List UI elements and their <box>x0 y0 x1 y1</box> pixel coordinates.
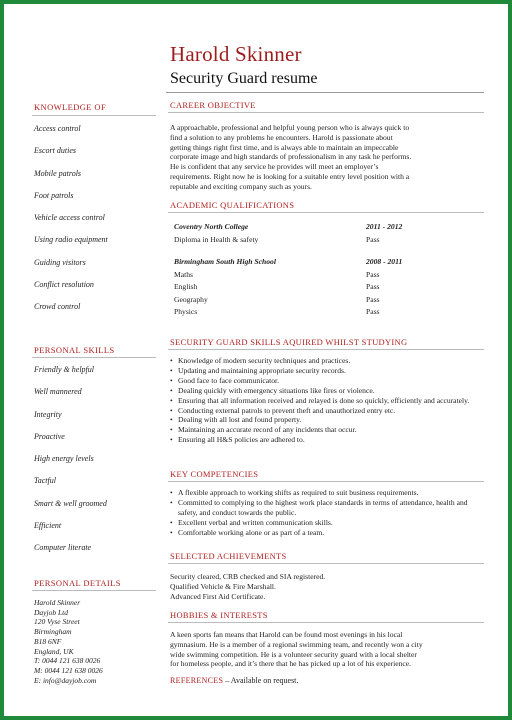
competency-item: • Committed to complying to the highest work place standards in terms of attendance, health and safety, and conduct towards the public. <box>170 498 470 518</box>
skills-divider <box>32 357 156 358</box>
knowledge-item: Vehicle access control <box>34 213 105 223</box>
subject-name: Diploma in Health & safety <box>174 234 259 244</box>
knowledge-item: Conflict resolution <box>34 280 94 290</box>
objective-text <box>170 123 470 192</box>
skill-item: Computer literate <box>34 543 92 553</box>
skill-item: Friendly & helpful <box>34 365 94 374</box>
school-years: 2011 - 2012 <box>366 222 403 231</box>
qualifications-table <box>174 222 414 320</box>
skill-acquired-item: • Updating and maintaining appropriate security records. <box>170 366 470 376</box>
objective-line: reputable and exciting company such as yours. <box>170 181 312 191</box>
skill-acquired-item: • Knowledge of modern security techniques and practices. <box>170 356 470 366</box>
objective-line: He is confident that any service he provides will meet an employer’s <box>170 162 379 172</box>
details-divider <box>32 590 156 591</box>
achievements-text <box>170 572 470 601</box>
knowledge-item: Using radio equipment <box>34 235 108 245</box>
hobby-line: gymnasium. He is a member of a regional swimming team, and recently won a city <box>170 639 423 649</box>
skills-acquired-list <box>170 356 470 445</box>
objective-line: A approachable, professional and helpful young person who is always quick to <box>170 123 410 132</box>
skill-acquired-item: • Ensuring that all information received and relayed is done so quickly, efficiently and accurately. <box>170 396 470 406</box>
skill-item: Tactful <box>34 476 56 486</box>
skill-item: Smart & well groomed <box>34 498 107 508</box>
subject-result: Pass <box>366 269 380 279</box>
hobbies-text <box>170 630 480 669</box>
details-heading: PERSONAL DETAILS <box>34 578 121 588</box>
objective-line: getting things right first time, and is always able to maintain an impeccable <box>170 142 399 152</box>
knowledge-heading: KNOWLEDGE OF <box>34 102 107 112</box>
competencies-heading: KEY COMPETENCIES <box>170 469 259 479</box>
academic-heading: ACADEMIC QUALIFICATIONS <box>170 200 295 210</box>
subject-name: English <box>174 282 198 291</box>
competency-item: • Comfortable working alone or as part of a team. <box>170 528 470 538</box>
title-divider <box>166 92 484 93</box>
knowledge-divider <box>32 115 156 116</box>
detail-line: T: 0044 121 638 0026 <box>34 656 101 666</box>
detail-line: Dayjob Ltd <box>34 607 68 617</box>
achievements-heading: SELECTED ACHIEVEMENTS <box>170 551 287 561</box>
detail-line: 120 Vyse Street <box>34 617 80 627</box>
achievement-line: Security cleared, CRB checked and SIA registered. <box>170 572 326 581</box>
school-years: 2008 - 2011 <box>366 257 403 266</box>
competencies-list <box>170 488 470 538</box>
skill-acquired-item: • Good face to face communicator. <box>170 376 470 386</box>
school-row <box>174 257 414 270</box>
knowledge-item: Guiding visitors <box>34 257 86 267</box>
achievement-line: Advanced First Aid Certificate. <box>170 591 266 601</box>
hobby-line: wide swimming competition. He is a volunteer security guard with a local shelter <box>170 649 417 659</box>
hobby-line: for homeless people, and it’s there that he has picked up a lot of his experience. <box>170 659 412 669</box>
subject-name: Physics <box>174 307 198 316</box>
references-heading: REFERENCES <box>170 676 224 685</box>
subject-row <box>174 282 414 295</box>
subject-result: Pass <box>366 282 380 291</box>
skill-item: High energy levels <box>34 454 94 464</box>
objective-line: requirements. Right now he is looking for a suitable entry level position with a <box>170 171 410 181</box>
school-row <box>174 222 414 235</box>
subject-row <box>174 270 414 283</box>
knowledge-item: Foot patrols <box>34 190 74 200</box>
skill-item: Well mannered <box>34 387 82 397</box>
achievements-divider <box>168 563 484 564</box>
knowledge-list <box>34 124 108 325</box>
achievement-line: Qualified Vehicle & Fire Marshall. <box>170 581 276 591</box>
competency-item: • Excellent verbal and written communication skills. <box>170 518 470 528</box>
detail-line: England, UK <box>34 646 74 656</box>
knowledge-item: Mobile patrols <box>34 168 82 178</box>
skills-heading: PERSONAL SKILLS <box>34 345 115 355</box>
skill-acquired-item: • Conducting external patrols to prevent theft and unauthorized entry etc. <box>170 406 470 416</box>
skill-acquired-item: • Dealing with all lost and found property. <box>170 415 470 425</box>
detail-line: B18 6NF <box>34 636 62 646</box>
group-spacer <box>174 247 414 257</box>
school-name: Coventry North College <box>174 222 249 231</box>
skill-acquired-item: • Dealing quickly with emergency situations like fires or violence. <box>170 386 470 396</box>
skill-acquired-item: • Ensuring all H&S policies are adhered to. <box>170 435 470 445</box>
subject-result: Pass <box>366 234 380 244</box>
hobbies-divider <box>168 622 484 623</box>
subject-row <box>174 307 414 320</box>
subject-row <box>174 235 414 248</box>
references-line <box>170 676 298 685</box>
detail-line: E: info@dayjob.com <box>34 675 97 685</box>
references-text: – Available on request. <box>225 676 299 685</box>
detail-line: Harold Skinner <box>34 598 81 607</box>
knowledge-item: Escort duties <box>34 146 76 156</box>
detail-line: M: 0044 121 638 0026 <box>34 665 103 675</box>
skills-list <box>34 365 107 566</box>
objective-heading: CAREER OBJECTIVE <box>170 100 256 110</box>
skill-item: Proactive <box>34 431 65 441</box>
knowledge-item: Access control <box>34 124 81 133</box>
subject-result: Pass <box>366 294 380 304</box>
objective-line: find a solution to any problems he encounters. Harold is passionate about <box>170 132 393 142</box>
candidate-name: Harold Skinner <box>170 42 302 66</box>
objective-line: corporate image and high standards of professionalism in any task he performs. <box>170 152 412 162</box>
competencies-divider <box>168 481 484 482</box>
competency-item: • A flexible approach to working shifts as required to suit business requirements. <box>170 488 470 498</box>
academic-divider <box>168 212 484 213</box>
skills-acquired-divider <box>168 349 484 350</box>
hobbies-heading: HOBBIES & INTERESTS <box>170 610 268 620</box>
resume-title: Security Guard resume <box>170 70 318 87</box>
skill-item: Integrity <box>34 409 62 419</box>
skills-acquired-heading: SECURITY GUARD SKILLS AQUIRED WHILST STUDYING <box>170 337 408 347</box>
subject-name: Geography <box>174 294 208 304</box>
knowledge-item: Crowd control <box>34 302 81 312</box>
personal-details <box>34 598 103 685</box>
subject-name: Maths <box>174 269 193 279</box>
subject-row <box>174 295 414 308</box>
subject-result: Pass <box>366 307 380 316</box>
school-name: Birmingham South High School <box>174 257 276 266</box>
detail-line: Birmingham <box>34 627 72 637</box>
skill-acquired-item: • Maintaining an accurate record of any incidents that occur. <box>170 425 470 435</box>
objective-divider <box>168 112 484 113</box>
hobby-line: A keen sports fan means that Harold can be found most evenings in his local <box>170 630 403 639</box>
skill-item: Efficient <box>34 521 62 531</box>
